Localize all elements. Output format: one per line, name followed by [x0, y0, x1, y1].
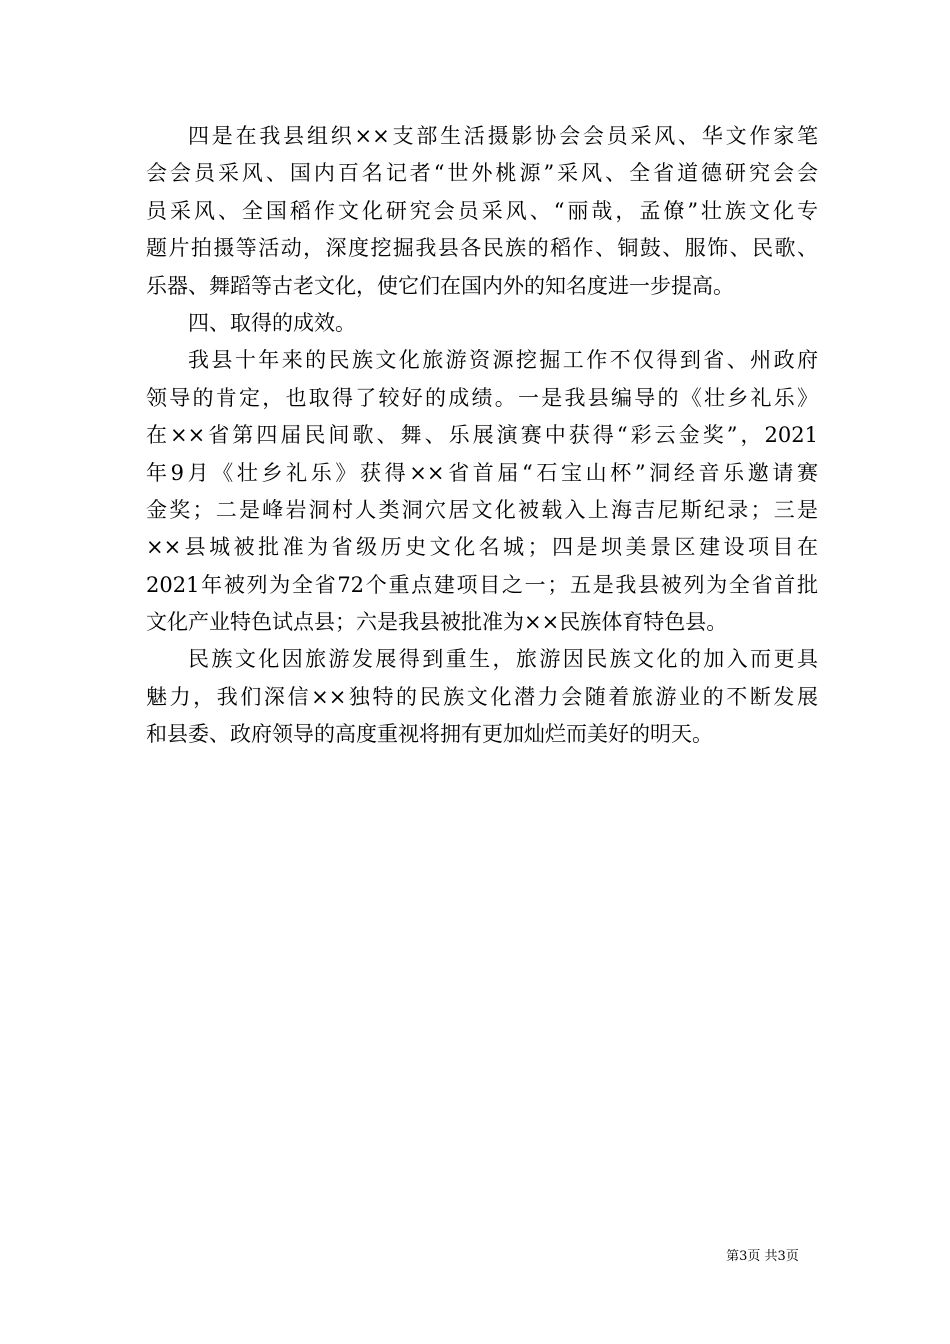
text-line: 2021年被列为全省72个重点建项目之一；五是我县被列为全省首批: [146, 572, 818, 597]
text-line: 金奖；二是峰岩洞村人类洞穴居文化被载入上海吉尼斯纪录；三是: [146, 497, 818, 522]
text-line: 题片拍摄等活动，深度挖掘我县各民族的稻作、铜鼓、服饰、民歌、: [146, 236, 818, 261]
text-line: 魅力，我们深信××独特的民族文化潜力会随着旅游业的不断发展: [146, 684, 818, 709]
section-heading: 四、取得的成效。: [188, 310, 356, 335]
text-line: 年9月《壮乡礼乐》获得××省首届“石宝山杯”洞经音乐邀请赛: [146, 460, 818, 485]
paragraph-conclusion: [146, 641, 818, 753]
section-heading-achievements: [146, 305, 818, 342]
text-line: 会会员采风、国内百名记者“世外桃源”采风、全省道德研究会会: [146, 161, 818, 186]
text-line: 我县十年来的民族文化旅游资源挖掘工作不仅得到省、州政府: [188, 348, 818, 373]
document-body: [146, 118, 818, 754]
text-line: 民族文化因旅游发展得到重生，旅游因民族文化的加入而更具: [188, 647, 818, 672]
text-line: 在××省第四届民间歌、舞、乐展演赛中获得“彩云金奖”，2021: [146, 423, 818, 448]
page-footer: [0, 1245, 950, 1264]
paragraph-achievements: [146, 342, 818, 641]
paragraph-activities: [146, 118, 818, 305]
text-line: 文化产业特色试点县；六是我县被批准为××民族体育特色县。: [146, 610, 728, 635]
page-number-label: 第3页 共3页: [726, 1249, 799, 1264]
text-line: 乐器、舞蹈等古老文化，使它们在国内外的知名度进一步提高。: [146, 273, 734, 298]
text-line: 四是在我县组织××支部生活摄影协会会员采风、华文作家笔: [188, 124, 818, 148]
text-line: 领导的肯定，也取得了较好的成绩。一是我县编导的《壮乡礼乐》: [146, 385, 818, 410]
text-line: 和县委、政府领导的高度重视将拥有更加灿烂而美好的明天。: [146, 722, 713, 747]
text-line: ××县城被批准为省级历史文化名城；四是坝美景区建设项目在: [146, 535, 818, 560]
text-line: 员采风、全国稻作文化研究会员采风、“丽哉，孟僚”壮族文化专: [146, 198, 818, 223]
